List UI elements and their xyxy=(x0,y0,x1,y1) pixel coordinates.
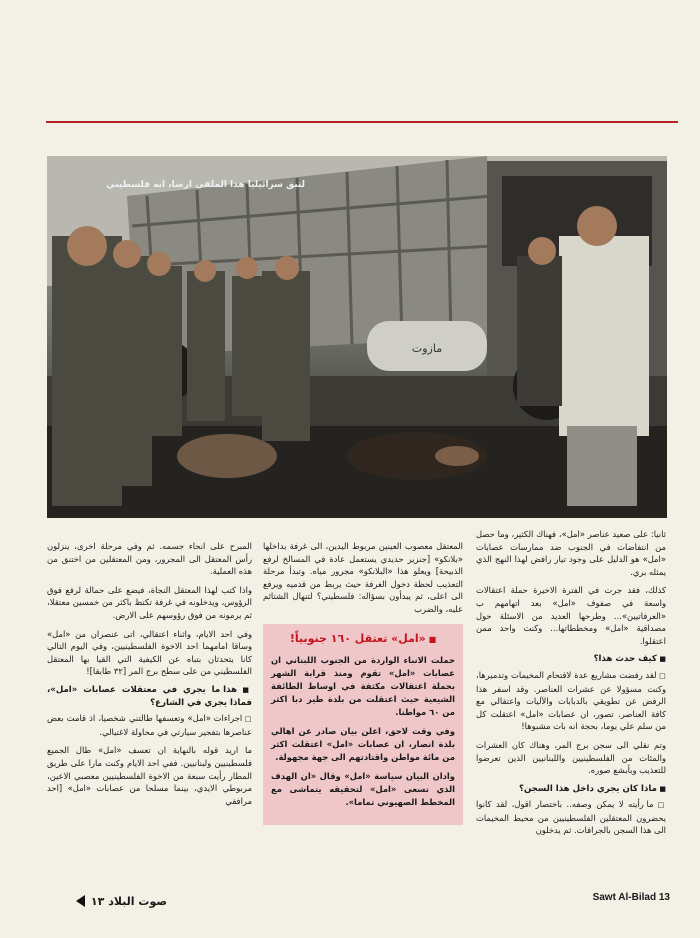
sidebar-paragraph: وادان البيان سياسة «امل» وقال «ان الهدف الذي تسعى «امل» لتحقيقه يتماشى مع المخطط الصهيوني تماما». xyxy=(271,770,455,807)
top-rule xyxy=(46,121,678,123)
arrow-left-icon xyxy=(76,895,85,907)
paragraph: المعتقل معصوب العينين مربوط اليدين، الى غرفة بداخلها «بلانكو» [جنزير حديدي يستعمل عادة في المسالخ لرفع الذبيحة] ويعلو هذا «البلانكو» مجرور مياه. وتبدأ مرحلة التعذيب لحظة دخول الغرفة حيث يربط من قدميه ويرفع الى اعلى، ثم يبدأون بسؤاله: فلسطيني؟ لتنهال الشتائم عليه، والضرب xyxy=(263,541,463,614)
paragraph: وتم نقلي الى سجن برج المر، وهناك كان العشرات والمئات من الفلسطينيين واللبنانيين الذين تعرضوا للتعذيب وبأبشع صوره. xyxy=(476,739,666,776)
article-column-right xyxy=(476,528,666,843)
footer-label: صوت البلاد ١٣ xyxy=(90,894,167,908)
paragraph: □ اجراءات «امل» وتعسفها طالتني شخصيا، اذ قامت بعض عناصرها بتفجير سيارتي في محاولة لاغتيالي. xyxy=(47,712,252,738)
paragraph: ثانيا: على صعيد عناصر «امل»، فهناك الكثير، وما حصل من انتفاضات في الجنوب ضد ممارسات عصابات «امل» هو الدليل على وجود تيار رافض لهذا النهج الذي يمثله بري. xyxy=(476,529,666,577)
paragraph: واذا كتب لهذا المعتقل النجاة، فيضع على حمالة لرفع فوق الرؤوس، ويدخلونه في غرفة تكتظ باكثر من خمسين معتقلا، ثم يرمونه من فوق رؤوسهم على الارض. xyxy=(47,584,252,620)
question-heading: ■ هذا ما يجري في معتقلات عصابات «امل»، فماذا يجري في الشارع؟ xyxy=(47,684,252,709)
sidebar-box xyxy=(263,624,463,825)
sidebar-paragraph: حملت الانباء الواردة من الجنوب اللبناني ان عصابات «امل» تقوم ومنذ قرابة الشهر بحملة اعتقالات مكثفة في اوساط الطائفة الشيعية حيث اعتقلت من بلدة طير دبا اكثر من ٦٠ مواطنا. xyxy=(271,654,455,717)
paragraph: □ ما رأيته لا يمكن وصفه.. باختصار اقول، لقد كانوا يحضرون المعتقلين الفلسطينيين من محيط المخيمات الى هذا السجن بالجرافات. ثم يدخلون xyxy=(476,798,666,837)
news-photo xyxy=(47,156,667,518)
article-column-left xyxy=(47,540,252,813)
sidebar-paragraph: وفي وقت لاحق، اعلن بيان صادر عن اهالي بلدة انصار، ان عصابات «امل» اعتقلت اكثر من مائة مواطن واقتادتهم الى جهة مجهولة. xyxy=(271,725,455,762)
question-heading: ■ كيف حدث هذا؟ xyxy=(476,653,666,666)
sidebar-box-title: ■ «امل» تعتقل ١٦٠ جنوبياً! xyxy=(271,632,455,646)
question-heading: ■ ماذا كان يجري داخل هذا السجن؟ xyxy=(476,783,666,796)
paragraph: وفي احد الايام، واثناء اعتقالي، اتى عنصران من «امل» وساقا امامهما احد الاخوة الفلسطينيين، وفي اليوم التالي كانا يتحدثان بتباه عن الكيفية التي القيا بها المعتقل الفلسطيني من على سطح برج المر [٣٢ طابقا]! xyxy=(47,628,252,677)
photo-caption: لتبق سرائيليا هذا الملقى ارضا، انه فلسطيني xyxy=(106,180,305,190)
paragraph: المبرح على انحاء جسمه. ثم وفي مرحلة اخرى، ينزلون رأس المعتقل الى المجرور، ومن المعتقلين من اختنق من هذه العملية. xyxy=(47,541,252,577)
paragraph: □ لقد رفضت مشاريع عدة لاقتحام المخيمات وتدميرها، وكنت مسؤولا عن عشرات العناصر. وقد اسفر هذا الرفض عن تطويقي بالدبابات والآليات واعتقالي مع كافة العناصر. تصور، ان عصابات «امل» اعتقلت كل من سلم علي يوما، بحجة انه بات مشبوها! xyxy=(476,669,666,733)
truck-sign-text: مازوت xyxy=(411,342,443,355)
paragraph: كذلك، فقد جرت في الفترة الاخيرة حملة اعتقالات واسعة في صفوف «امل» بعد اتهامهم ب «العرفاتيين»... وطرحها العديد من الاسئلة حول مصداقية «امل» ومخططاتها... وكنت واحد ممن اعتقلوا. xyxy=(476,585,666,646)
article-column-middle xyxy=(263,540,463,825)
footer-page-label-arabic xyxy=(47,891,167,911)
footer-page-label-latin: Sawt Al-Bilad 13 xyxy=(592,892,670,903)
paragraph: ما اريد قوله بالنهاية ان تعسف «امل» طال الجميع فلسطينيين ولبنانيين. ففي احد الايام وكنت مارا على طريق المطار رأيت سبعة من الاخوة الفلسطينيين معصبي الاعين، مربوطي الايدي، بينما مسلحا من عصابات «امل» [احد مرافقي xyxy=(47,745,252,806)
